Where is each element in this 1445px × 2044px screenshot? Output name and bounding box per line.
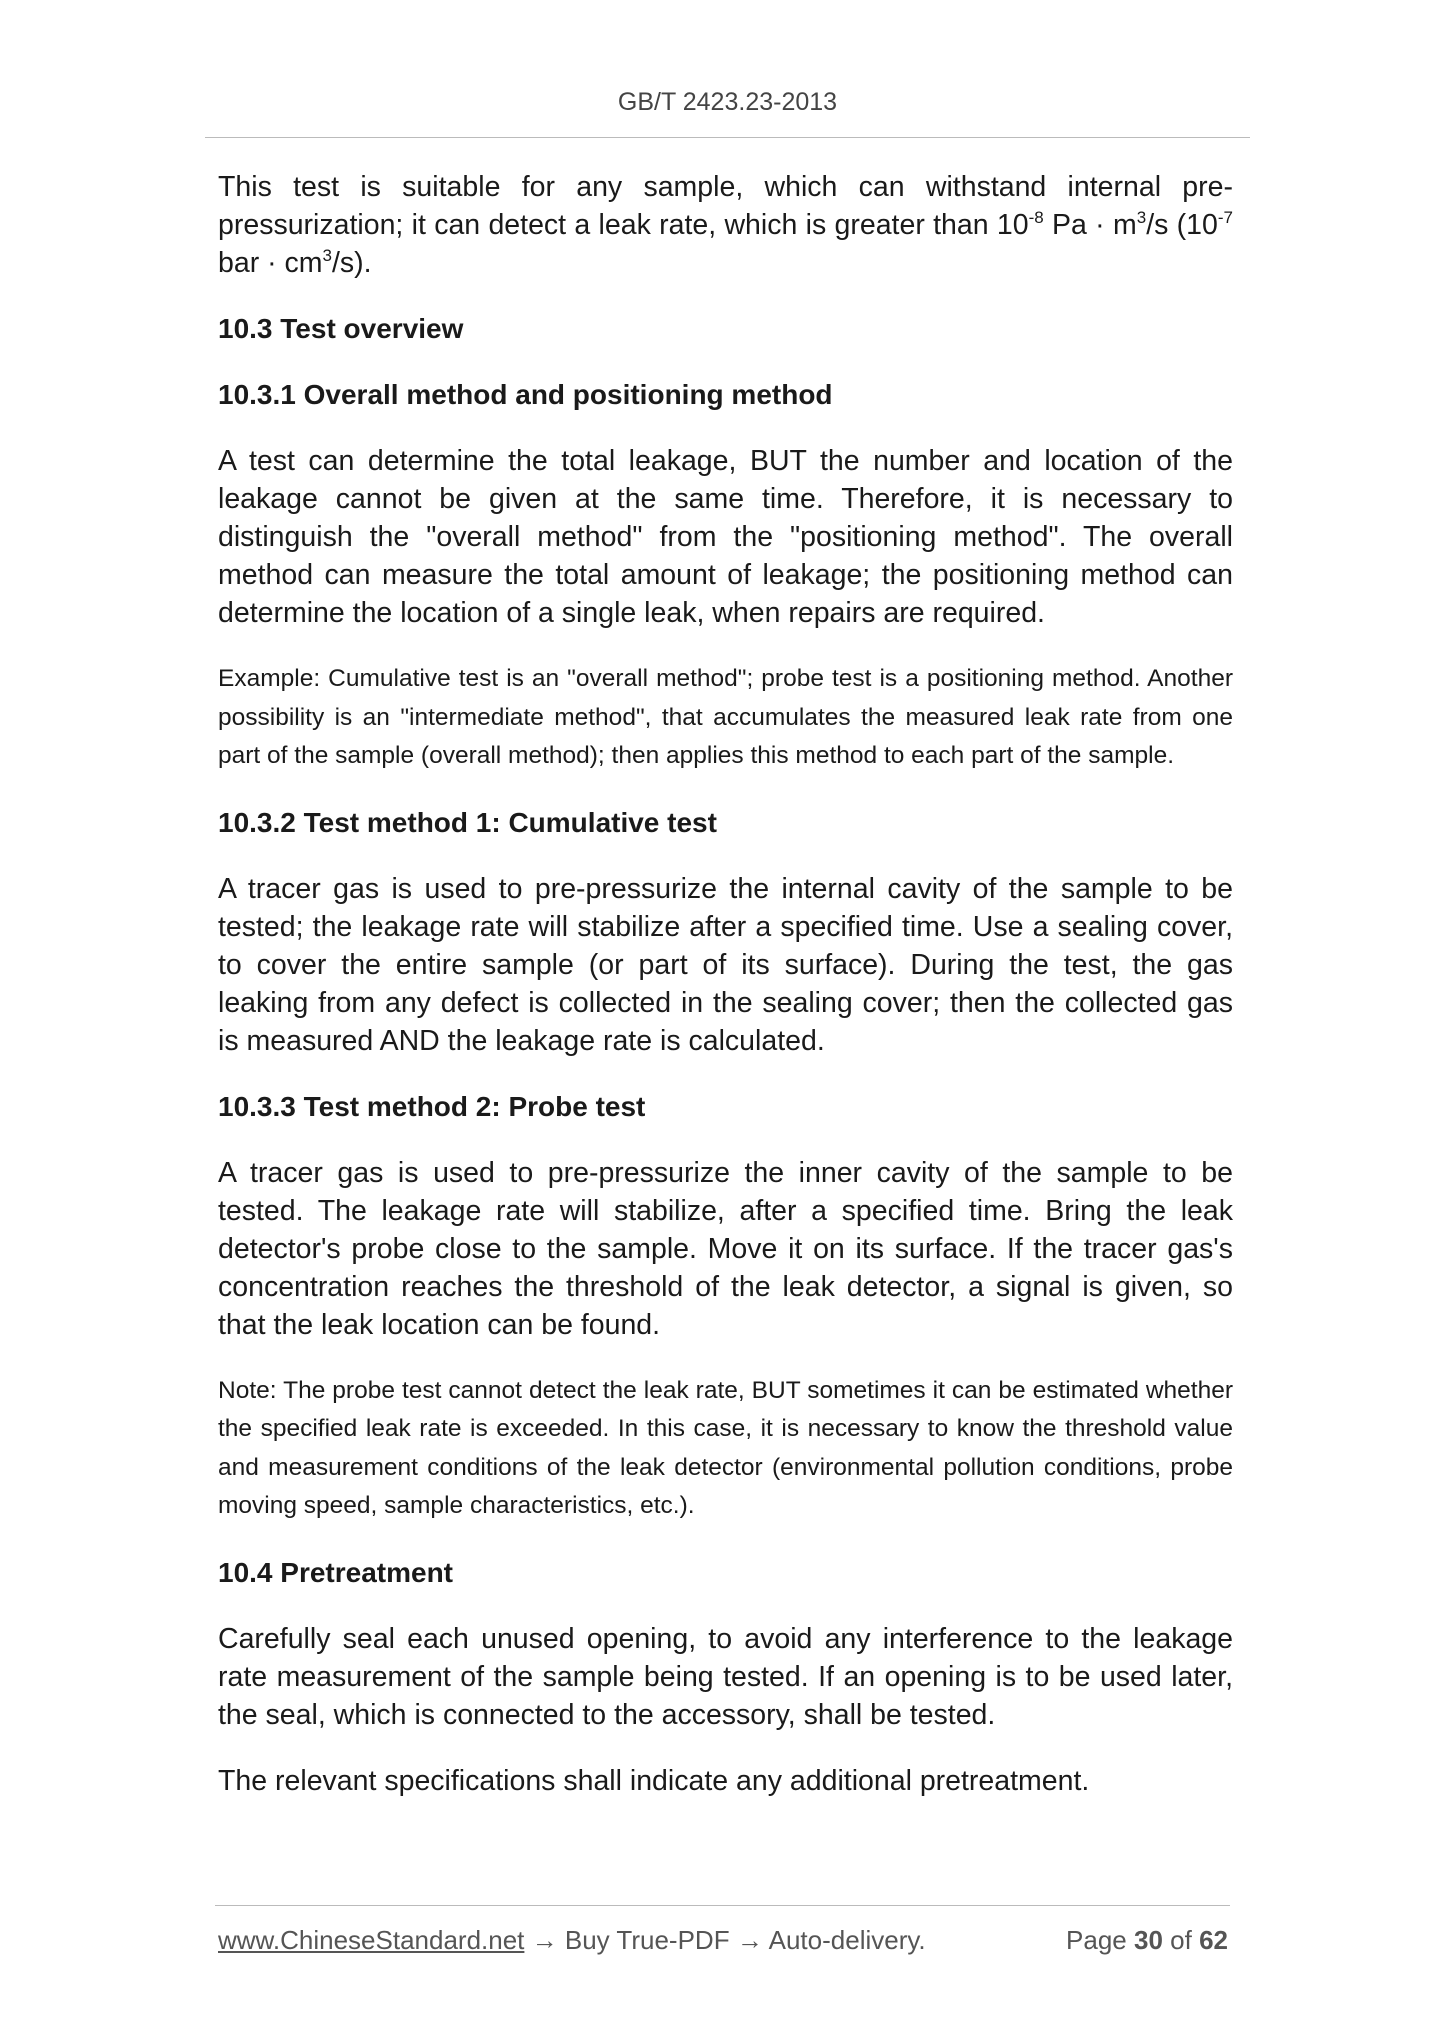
of-label: of <box>1170 1925 1192 1955</box>
heading-10-3-2: 10.3.2 Test method 1: Cumulative test <box>218 806 717 838</box>
delivery-text: Auto-delivery. <box>768 1925 926 1955</box>
paragraph-10-4-b: The relevant specifications shall indicate any additional pretreatment. <box>218 1764 1090 1797</box>
arrow-icon: → <box>531 1925 558 1955</box>
document-header: GB/T 2423.23-2013 <box>617 88 838 116</box>
example-text: Example: Cumulative test is an "overall method"; probe test is a positioning method. Another possibility is an "intermediate method", that accumulates the measured leak rate from one part of the sample (overall method); then applies this method to each part of the sample. <box>218 665 1233 769</box>
page-current: 30 <box>1134 1925 1163 1955</box>
exponent: -7 <box>1217 207 1233 227</box>
page-number <box>1066 1925 1228 1956</box>
intro-text-3: /s (10 <box>1146 209 1218 241</box>
exponent: 3 <box>1136 207 1147 227</box>
page-total: 62 <box>1199 1925 1228 1955</box>
buy-pdf-text: Buy True-PDF <box>564 1925 730 1955</box>
note-text: Note: The probe test cannot detect the leak rate, BUT sometimes it can be estimated whether the specified leak rate is exceeded. In this case, it is necessary to know the threshold value and measurement conditions of the leak detector (environmental pollution conditions, probe moving speed, sample characteristics, etc.). <box>218 1376 1233 1519</box>
page-footer <box>218 1925 1228 1965</box>
heading-10-4: 10.4 Pretreatment <box>218 1556 454 1588</box>
footer-links <box>218 1925 926 1956</box>
page-label: Page <box>1066 1925 1127 1955</box>
intro-paragraph <box>218 168 1233 282</box>
paragraph-10-3-2: A tracer gas is used to pre-pressurize the internal cavity of the sample to be tested; the leakage rate will stabilize after a specified time. Use a sealing cover, to cover the entire sample (or part of its surface). During the test, the gas leaking from any defect is collected in the sealing cover; then the collected gas is measured AND the leakage rate is calculated. <box>218 872 1233 1057</box>
exponent: -8 <box>1028 207 1044 227</box>
page-content <box>218 168 1233 1828</box>
paragraph-10-4-a: Carefully seal each unused opening, to avoid any interference to the leakage rate measurement of the sample being tested. If an opening is to be used later, the seal, which is connected to the accessory, shall be tested. <box>218 1622 1233 1731</box>
intro-text-1: This test is suitable for any sample, which can withstand internal pre-pressurization; it can detect a leak rate, which is greater than 10 <box>218 171 1233 241</box>
intro-text-2: Pa · m <box>1043 209 1137 241</box>
heading-10-3-1: 10.3.1 Overall method and positioning method <box>218 379 833 410</box>
paragraph-10-3-3: A tracer gas is used to pre-pressurize the inner cavity of the sample to be tested. The leakage rate will stabilize, after a specified time. Bring the leak detector's probe close to the sample. Move it on its surface. If the tracer gas's concentration reaches the threshold of the leak detector, a signal is given, so that the leak location can be found. <box>218 1156 1233 1341</box>
heading-10-3: 10.3 Test overview <box>218 313 464 344</box>
website-link[interactable]: www.ChineseStandard.net <box>218 1925 525 1955</box>
arrow-icon: → <box>736 1925 763 1955</box>
footer-divider <box>215 1905 1230 1906</box>
heading-10-3-3: 10.3.3 Test method 2: Probe test <box>218 1090 646 1122</box>
header-divider <box>205 137 1250 138</box>
intro-text-5: /s). <box>331 247 372 279</box>
intro-text-4: bar · cm <box>218 247 323 279</box>
exponent: 3 <box>322 245 332 265</box>
paragraph-10-3-1: A test can determine the total leakage, BUT the number and location of the leakage cannot be given at the same time. Therefore, it is necessary to distinguish the "overall method" from the "positioning method". The overall method can measure the total amount of leakage; the positioning method can determine the location of a single leak, when repairs are required. <box>218 445 1233 629</box>
